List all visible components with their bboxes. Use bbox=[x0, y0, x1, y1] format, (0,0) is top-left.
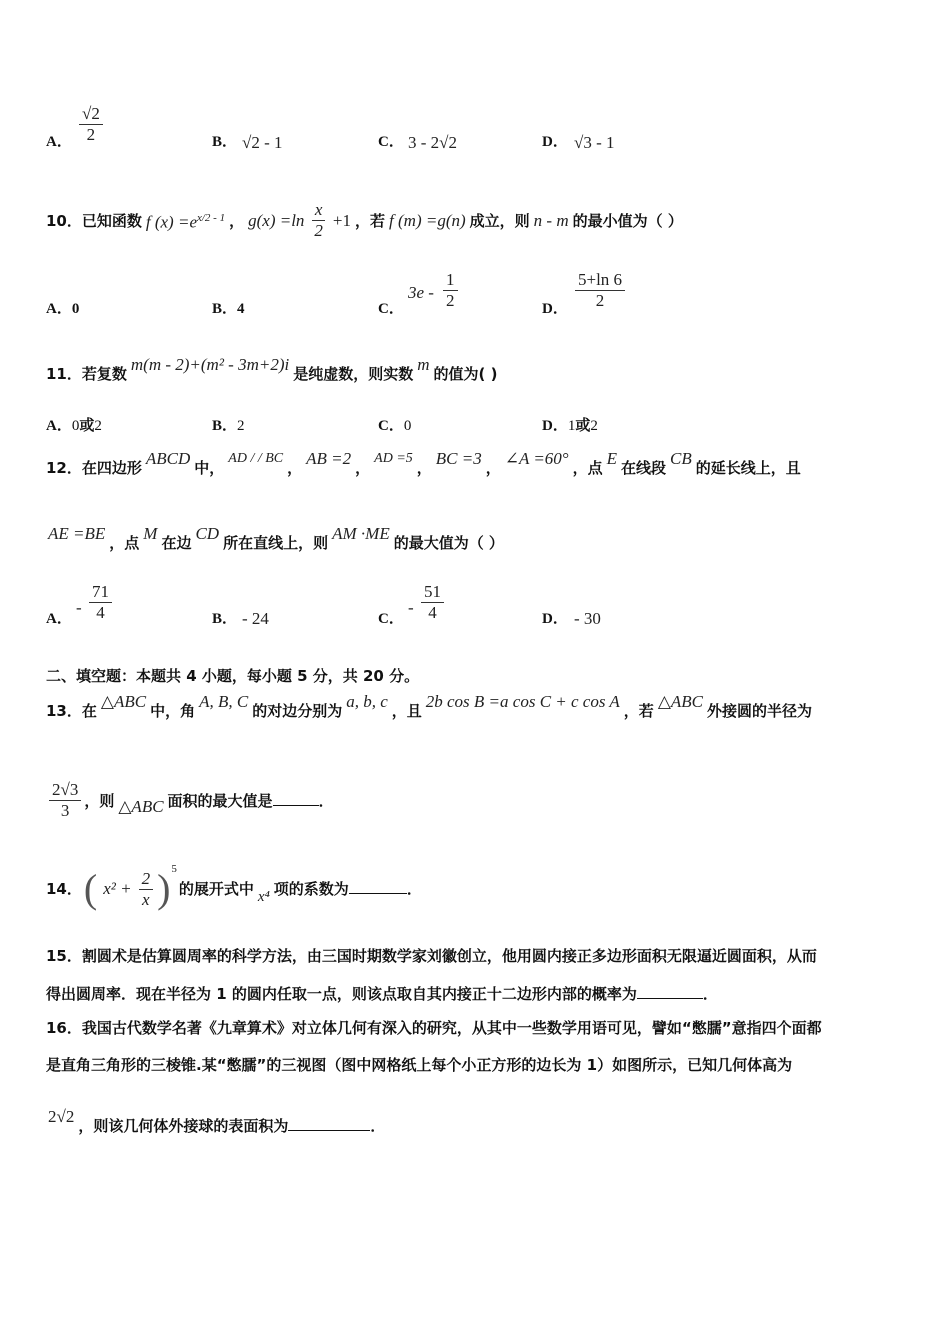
text: ，则该几何体外接球的表面积为 bbox=[78, 1117, 289, 1135]
right-paren: ) bbox=[157, 866, 171, 911]
section-heading: 二、填空题：本题共 4 小题，每小题 5 分，共 20 分。 bbox=[46, 667, 420, 685]
q12-option-d-value: - 30 bbox=[574, 609, 601, 628]
q13-tail1: 外接圆的半径为 bbox=[707, 702, 813, 720]
denominator: 2 bbox=[595, 291, 605, 310]
q12-zaibian: 在边 bbox=[161, 534, 192, 552]
q11-prefix: 11．若复数 bbox=[46, 365, 127, 383]
q15-line1-row bbox=[46, 947, 817, 965]
q12-dian2: ，点 bbox=[109, 534, 140, 552]
q13-ze: ，则 bbox=[84, 791, 115, 810]
q10-option-c-fraction bbox=[443, 270, 458, 311]
section-line bbox=[46, 667, 419, 685]
q12-mid2: 所在直线上，则 bbox=[223, 534, 329, 552]
q15-line2-row bbox=[46, 985, 718, 1003]
q10-option-d-label: D． bbox=[542, 301, 568, 317]
q13-triangle2: △ABC bbox=[657, 692, 703, 711]
q10-g-tail: +1 bbox=[332, 210, 352, 230]
q14-mid: 的展开式中 bbox=[178, 880, 254, 898]
q12-tail1: 的延长线上，且 bbox=[695, 459, 801, 477]
f-def: f (x) =e bbox=[145, 212, 197, 232]
label: B． bbox=[212, 418, 238, 434]
q12-option-c-sign: - bbox=[408, 598, 414, 617]
answer-blank[interactable] bbox=[637, 998, 703, 999]
value: 2 bbox=[237, 418, 245, 434]
answer-blank[interactable] bbox=[349, 893, 407, 894]
q12-m: M bbox=[143, 524, 158, 543]
comma: ， bbox=[416, 459, 432, 477]
q12-cd: CD bbox=[195, 524, 220, 543]
q13-angles: A, B, C bbox=[199, 692, 249, 711]
numerator: 2 bbox=[139, 869, 154, 890]
q13-ruo: ，若 bbox=[623, 702, 654, 720]
period: ． bbox=[702, 985, 718, 1003]
answer-blank[interactable] bbox=[273, 805, 319, 806]
q12-angle: ∠A =60° bbox=[504, 449, 569, 468]
numerator: 5+ln 6 bbox=[575, 270, 625, 291]
q10-ruo: ，若 bbox=[355, 211, 386, 230]
denominator: 2 bbox=[86, 125, 96, 144]
q12-option-b-label: B． bbox=[212, 611, 238, 627]
q11-expression: m(m - 2)+(m² - 3m+2)i bbox=[130, 355, 290, 374]
comma: ， bbox=[229, 211, 245, 230]
q14-exponent: 5 bbox=[171, 863, 177, 875]
q10-option-c-label: C． bbox=[378, 301, 404, 317]
f-exponent: x/2 - 1 bbox=[196, 212, 226, 225]
q10-option-b: B．4 bbox=[212, 301, 245, 317]
value: 0 bbox=[71, 418, 80, 434]
q16-line1-row bbox=[46, 1019, 822, 1037]
q12-option-a-sign: - bbox=[76, 598, 82, 617]
numerator: 51 bbox=[421, 582, 444, 603]
q14-tail bbox=[274, 880, 422, 898]
q10-g-fraction bbox=[311, 200, 326, 241]
value2: 2 bbox=[94, 418, 102, 434]
value2: 2 bbox=[590, 418, 598, 434]
option-d-label: D． bbox=[542, 134, 568, 150]
numerator: x bbox=[312, 200, 326, 221]
q10-option-c-pre: 3e - bbox=[408, 283, 434, 302]
q13-tail2 bbox=[168, 792, 334, 810]
q12-option-d-label: D． bbox=[542, 611, 568, 627]
q13-line2 bbox=[46, 780, 334, 821]
q12-option-a-fraction bbox=[89, 582, 112, 623]
q12-ab: AB =2 bbox=[306, 449, 352, 468]
option-a-label: A． bbox=[46, 134, 72, 150]
q13-equation: 2b cos B =a cos C + c cos A bbox=[425, 692, 620, 711]
option-d-value: √3 - 1 bbox=[574, 133, 615, 152]
q12-option-b-value: - 24 bbox=[242, 609, 269, 628]
option-a-fraction bbox=[79, 104, 103, 145]
q10-option-d-fraction bbox=[575, 270, 625, 311]
numerator: 2√3 bbox=[49, 780, 81, 801]
q11-option-b bbox=[212, 414, 245, 435]
q12-ae: AE =BE bbox=[48, 524, 106, 543]
q12-ad: AD =5 bbox=[374, 451, 413, 466]
label: D． bbox=[542, 418, 568, 434]
q13-qie: ，且 bbox=[391, 702, 422, 720]
text: 面积的最大值是 bbox=[167, 791, 273, 810]
numerator: 1 bbox=[443, 270, 458, 291]
text: 项的系数为 bbox=[273, 880, 349, 898]
q11-line bbox=[46, 355, 498, 384]
q10-chengli: 成立，则 bbox=[469, 211, 530, 230]
q16-line3-row bbox=[46, 1107, 386, 1136]
q11-tail: 的值为( ) bbox=[433, 365, 498, 383]
q16-line1: 16．我国古代数学名著《九章算术》对立体几何有深入的研究，从其中一些数学用语可见，譬如“憋臑”意指四个面都 bbox=[46, 1019, 822, 1037]
q13-triangle3: △ABC bbox=[118, 796, 164, 816]
q10-tail: 的最小值为（ ） bbox=[572, 211, 683, 230]
q14-line bbox=[46, 864, 422, 914]
comma: ， bbox=[355, 459, 371, 477]
numerator: √2 bbox=[79, 104, 103, 125]
q14-expr: x² + bbox=[103, 879, 132, 898]
denominator: 2 bbox=[446, 291, 455, 310]
q11-m: m bbox=[417, 355, 430, 374]
q13-line1 bbox=[46, 692, 813, 721]
q12-option-c-fraction bbox=[421, 582, 444, 623]
or: 或 bbox=[575, 418, 591, 434]
q10-equation: f (m) =g(n) bbox=[389, 210, 466, 230]
q16-line2: 是直角三角形的三棱锥.某“憋臑”的三视图（图中网格纸上每个小正方形的边长为 1）如图所示，已知几何体高为 bbox=[46, 1056, 793, 1074]
q10-n-minus-m: n - m bbox=[533, 210, 569, 230]
q10-line bbox=[46, 200, 683, 241]
numerator: 71 bbox=[89, 582, 112, 603]
comma: ， bbox=[485, 459, 501, 477]
option-c-label: C． bbox=[378, 134, 404, 150]
q12-e: E bbox=[606, 449, 617, 468]
comma: ， bbox=[287, 459, 303, 477]
q16-line2-row bbox=[46, 1056, 792, 1074]
option-c-value: 3 - 2√2 bbox=[408, 133, 457, 152]
q12-zai: 在线段 bbox=[621, 459, 667, 477]
label: C． bbox=[378, 418, 404, 434]
denominator: 4 bbox=[96, 603, 105, 622]
q12-option-a-label: A． bbox=[46, 611, 72, 627]
q12-dian: ，点 bbox=[572, 459, 603, 477]
period: ． bbox=[370, 1117, 386, 1135]
left-paren: ( bbox=[83, 866, 98, 911]
q12-line1 bbox=[46, 449, 801, 478]
value: 1 bbox=[567, 418, 576, 434]
q14-prefix: 14． bbox=[46, 880, 82, 898]
q10-prefix: 10．已知函数 bbox=[46, 211, 142, 230]
option-b-value: √2 - 1 bbox=[242, 133, 283, 152]
q13-jiao: 中，角 bbox=[150, 702, 196, 720]
q12-dot-product: AM ·ME bbox=[332, 524, 390, 543]
value: 0 bbox=[403, 418, 412, 434]
q12-abcd: ABCD bbox=[145, 449, 191, 468]
q13-radius-fraction bbox=[49, 780, 81, 821]
option-b-label: B． bbox=[212, 134, 238, 150]
q10-f-def bbox=[146, 208, 225, 233]
q11-option-d bbox=[542, 414, 598, 435]
q10-option-a: A．0 bbox=[46, 301, 80, 317]
q13-triangle: △ABC bbox=[100, 692, 147, 711]
period: ． bbox=[318, 791, 334, 810]
q14-fraction bbox=[139, 869, 154, 910]
q12-zhong: 中， bbox=[194, 459, 225, 477]
q16-tail bbox=[78, 1117, 385, 1135]
q13-duibian: 的对边分别为 bbox=[252, 702, 343, 720]
q13-sides: a, b, c bbox=[346, 692, 388, 711]
q12-parallel: AD / / BC bbox=[228, 451, 284, 466]
q16-height: 2√2 bbox=[48, 1107, 75, 1126]
q12-line2 bbox=[48, 524, 504, 553]
q12-cb: CB bbox=[670, 449, 692, 468]
q12-prefix: 12．在四边形 bbox=[46, 459, 142, 477]
q12-tail2: 的最大值为（ ） bbox=[393, 534, 504, 552]
period: ． bbox=[406, 880, 422, 898]
q15-line1: 15．割圆术是估算圆周率的科学方法，由三国时期数学家刘徽创立，他用圆内接正多边形面积无限逼近圆面积，从而 bbox=[46, 947, 817, 965]
q13-prefix: 13．在 bbox=[46, 702, 97, 720]
denominator: 3 bbox=[60, 801, 70, 820]
q12-option-c-label: C． bbox=[378, 611, 404, 627]
q10-g-def: g(x) =ln bbox=[248, 210, 305, 230]
q15-line2 bbox=[46, 985, 718, 1003]
q11-option-c bbox=[378, 414, 411, 435]
answer-blank[interactable] bbox=[288, 1130, 370, 1131]
or: 或 bbox=[79, 418, 95, 434]
q14-x4: x⁴ bbox=[257, 889, 270, 905]
q12-bc: BC =3 bbox=[435, 449, 482, 468]
denominator: 2 bbox=[314, 221, 323, 240]
denominator: 4 bbox=[428, 603, 437, 622]
q11-option-a bbox=[46, 414, 102, 435]
label: A． bbox=[46, 418, 72, 434]
q11-mid: 是纯虚数，则实数 bbox=[293, 365, 414, 383]
denominator: x bbox=[142, 889, 150, 909]
text: 得出圆周率．现在半径为 1 的圆内任取一点，则该点取自其内接正十二边形内部的概率为 bbox=[46, 985, 637, 1003]
